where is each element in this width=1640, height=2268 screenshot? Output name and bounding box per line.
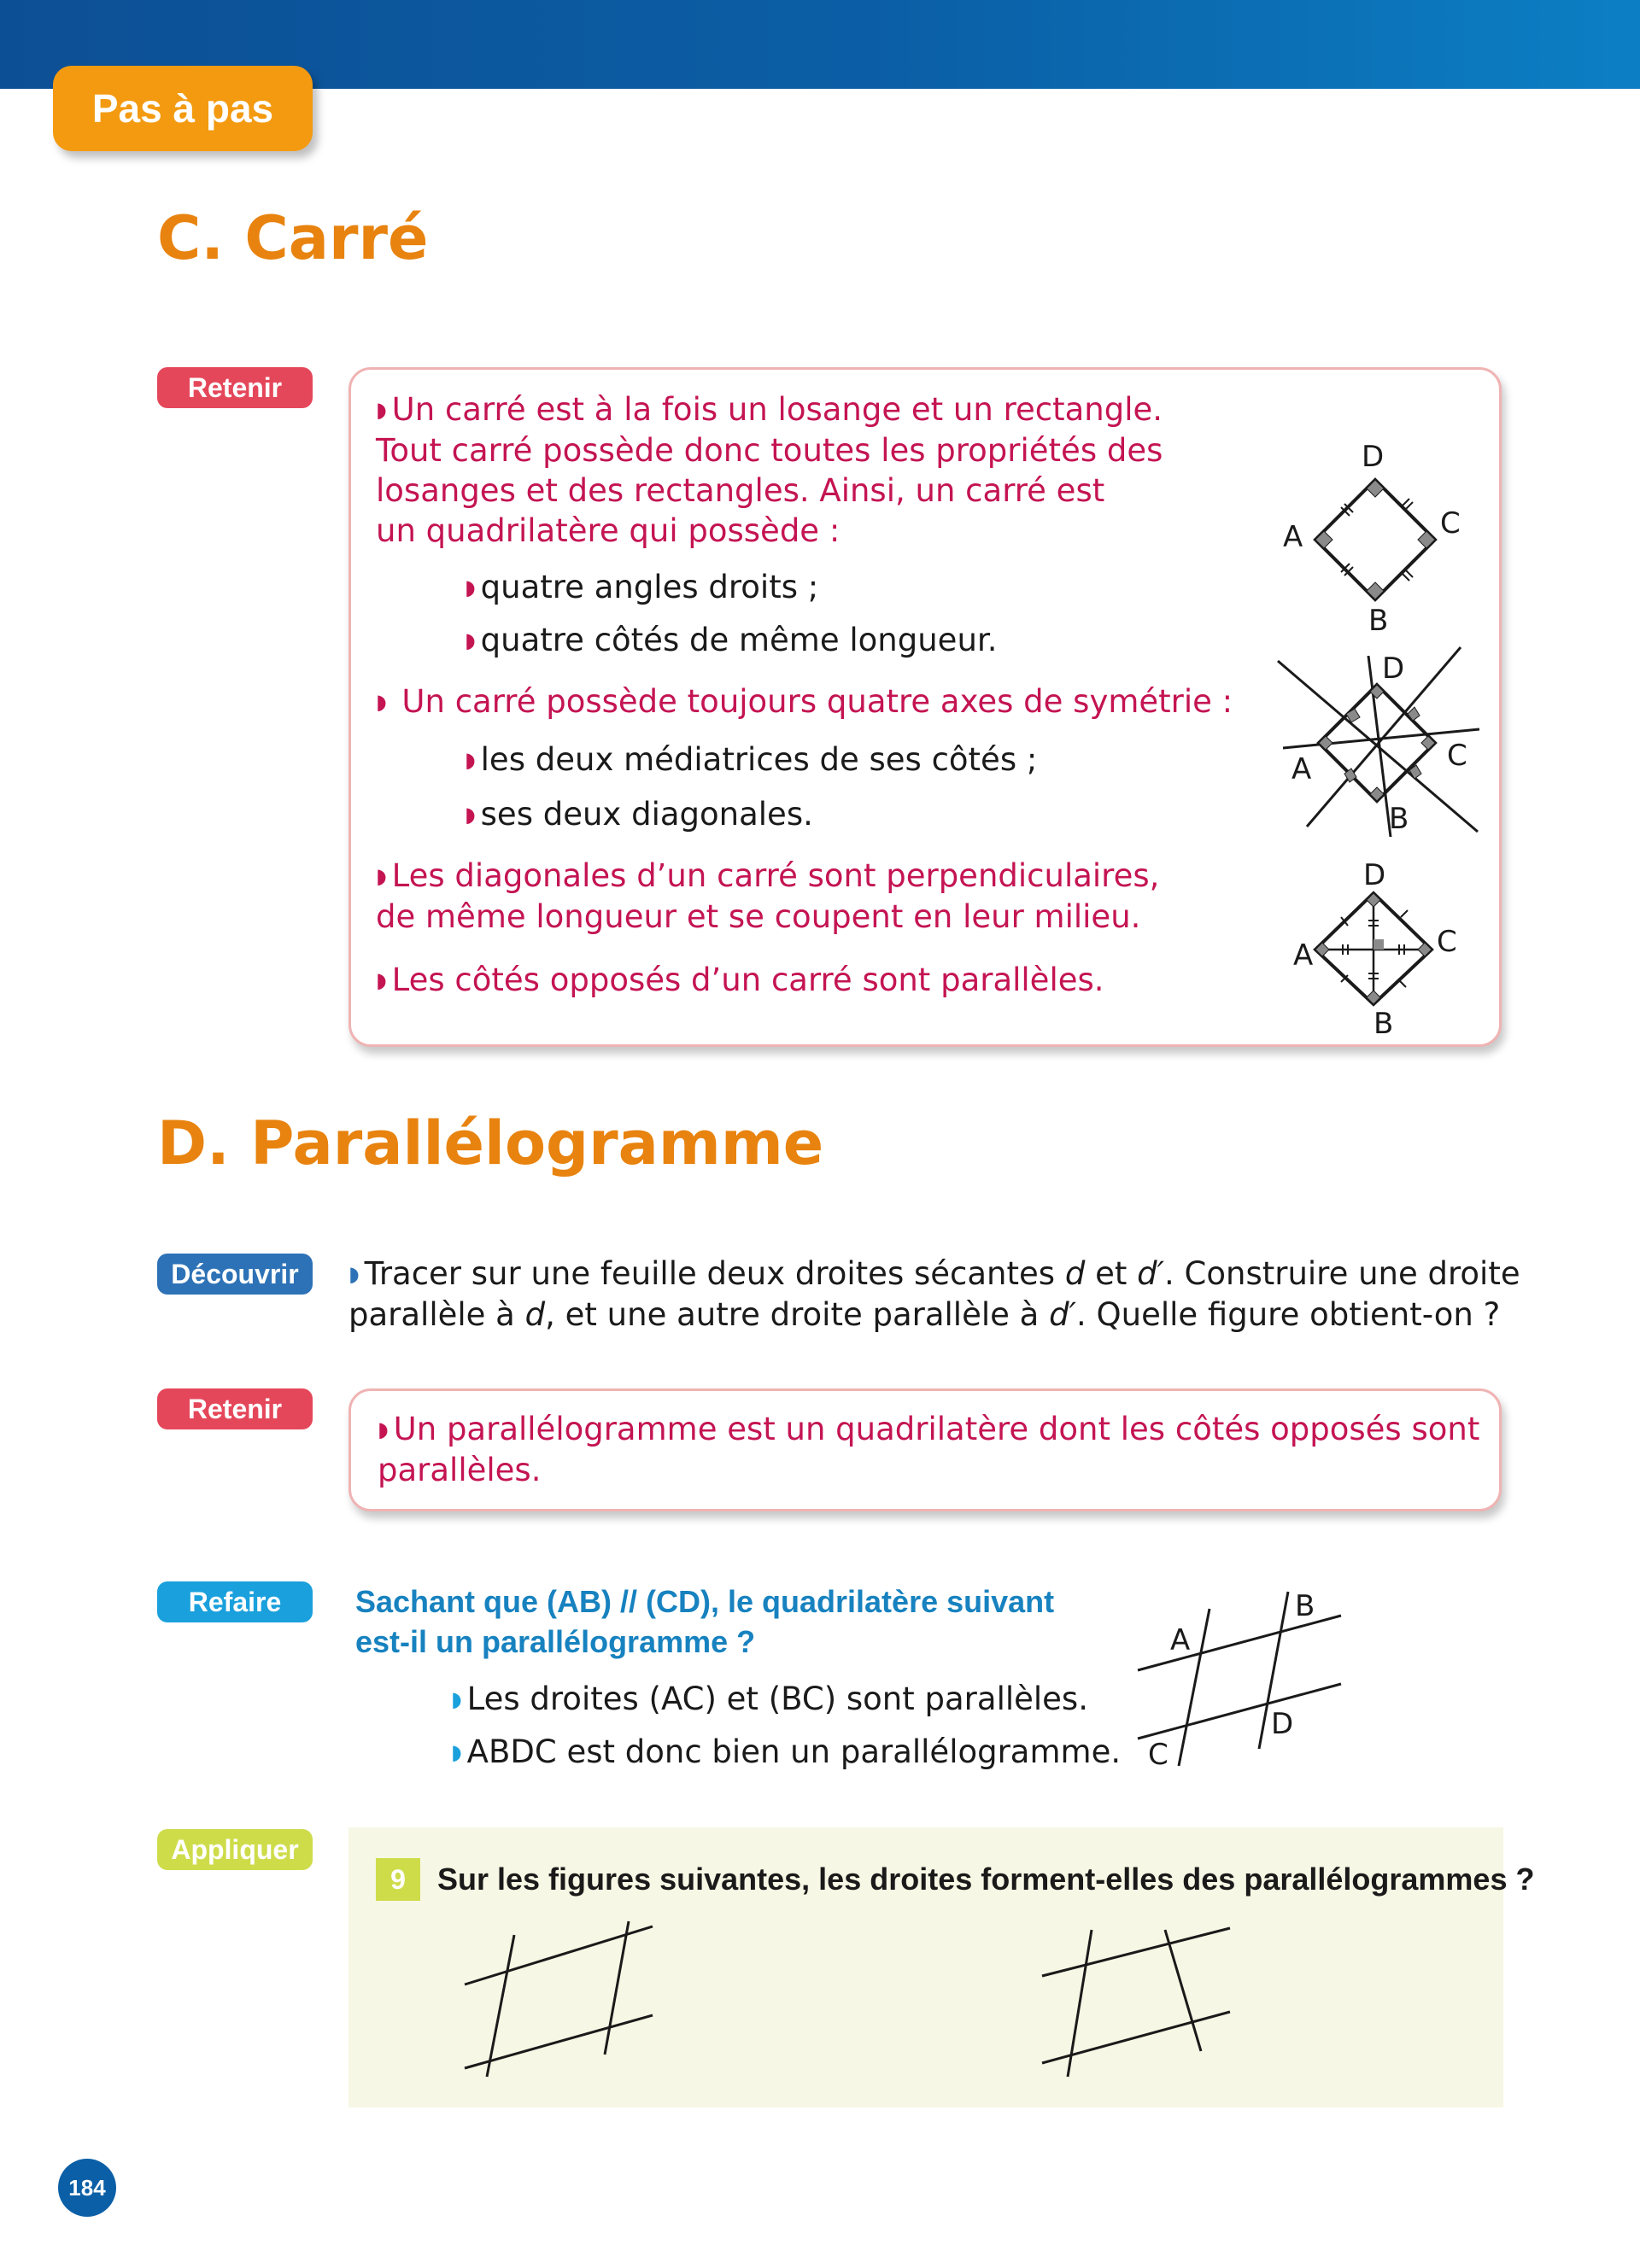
refaire-question: Sachant que (AB) // (CD), le quadrilatère suivant est-il un parallélogramme ?	[355, 1584, 1055, 1659]
vertex-b-label: B	[1374, 1007, 1394, 1041]
bullet-icon: ◗	[376, 690, 387, 714]
bullet-icon: ◗	[348, 1262, 360, 1286]
appliquer-tag: Appliquer	[157, 1829, 313, 1870]
carre-paragraph-3: ◗ Les diagonales d’un carré sont perpendiculaires, de même longueur et se coupent en leur milieu.	[376, 857, 1160, 935]
square-symmetry-axes-figure	[1273, 644, 1486, 840]
retenir-tag-d: Retenir	[157, 1388, 313, 1429]
bullet-icon: ◗	[465, 576, 476, 599]
section-d-title: D. Parallélogramme	[157, 1108, 824, 1178]
vertex-d-label: D	[1362, 440, 1385, 474]
carre-paragraph-2: ◗ Un carré possède toujours quatre axes de symétrie :	[376, 681, 1233, 722]
vertex-d-label: D	[1363, 858, 1386, 892]
vertex-d-label: D	[1382, 652, 1405, 686]
vertex-c-label: C	[1437, 925, 1457, 959]
vertex-a-label: A	[1293, 938, 1314, 973]
bullet-icon: ◗	[451, 1687, 462, 1711]
bullet-icon: ◗	[378, 1418, 389, 1441]
square-diagonals-figure	[1273, 854, 1486, 1043]
refaire-answer-list: ◗ Les droites (AC) et (BC) sont parallèles. ◗ ABDC est donc bien un parallélogramme.	[451, 1679, 1121, 1773]
exercise-question: Sur les figures suivantes, les droites forment-elles des parallélogrammes ?	[437, 1862, 1535, 1897]
vertex-c-label: C	[1447, 739, 1467, 773]
vertex-b-label: B	[1389, 802, 1409, 836]
bullet-icon: ◗	[376, 864, 387, 888]
decouvrir-tag: Découvrir	[157, 1254, 313, 1295]
refaire-parallelogram-figure	[1128, 1585, 1350, 1774]
bullet-icon: ◗	[465, 628, 476, 652]
vertex-b-label: B	[1368, 604, 1389, 638]
point-c-label: C	[1148, 1738, 1168, 1772]
carre-paragraph-1: ◗ Un carré est à la fois un losange et un rectangle. Tout carré possède donc toutes les propriétés des losanges et des rectangles. Ainsi, un carré est un quadrilatère qui possède :	[376, 391, 1163, 549]
decouvrir-text: ◗ Tracer sur une feuille deux droites sécantes d et d′. Construire une droite parallèle à d, et une autre droite parallèle à d′. Quelle figure obtient-on ?	[348, 1255, 1520, 1333]
point-d-label: D	[1271, 1707, 1294, 1741]
refaire-tag: Refaire	[157, 1581, 313, 1622]
point-b-label: B	[1295, 1589, 1315, 1623]
vertex-c-label: C	[1440, 506, 1461, 541]
exercise-figure-1	[461, 1921, 658, 2078]
vertex-a-label: A	[1292, 752, 1312, 786]
bullet-icon: ◗	[465, 748, 476, 772]
exercise-number-badge: 9	[376, 1858, 420, 1901]
carre-paragraph-4: ◗ Les côtés opposés d’un carré sont parallèles.	[376, 960, 1104, 1001]
bullet-icon: ◗	[451, 1740, 462, 1764]
parallelogramme-definition: ◗ Un parallélogramme est un quadrilatère dont les côtés opposés sont parallèles.	[378, 1411, 1480, 1488]
carre-item-list-1: ◗ quatre angles droits ; ◗ quatre côtés de même longueur.	[465, 567, 997, 661]
square-figure	[1273, 435, 1486, 640]
exercise-figure-2	[1039, 1921, 1235, 2078]
page-number: 184	[58, 2159, 116, 2217]
bullet-icon: ◗	[376, 968, 387, 992]
carre-item-list-2: ◗ les deux médiatrices de ses côtés ; ◗ ses deux diagonales.	[465, 739, 1037, 835]
section-c-title: C. Carré	[157, 203, 429, 273]
step-tab: Pas à pas	[53, 66, 313, 151]
vertex-a-label: A	[1283, 520, 1303, 554]
point-a-label: A	[1170, 1623, 1191, 1657]
bullet-icon: ◗	[465, 803, 476, 827]
retenir-tag-c: Retenir	[157, 367, 313, 408]
bullet-icon: ◗	[376, 398, 387, 422]
